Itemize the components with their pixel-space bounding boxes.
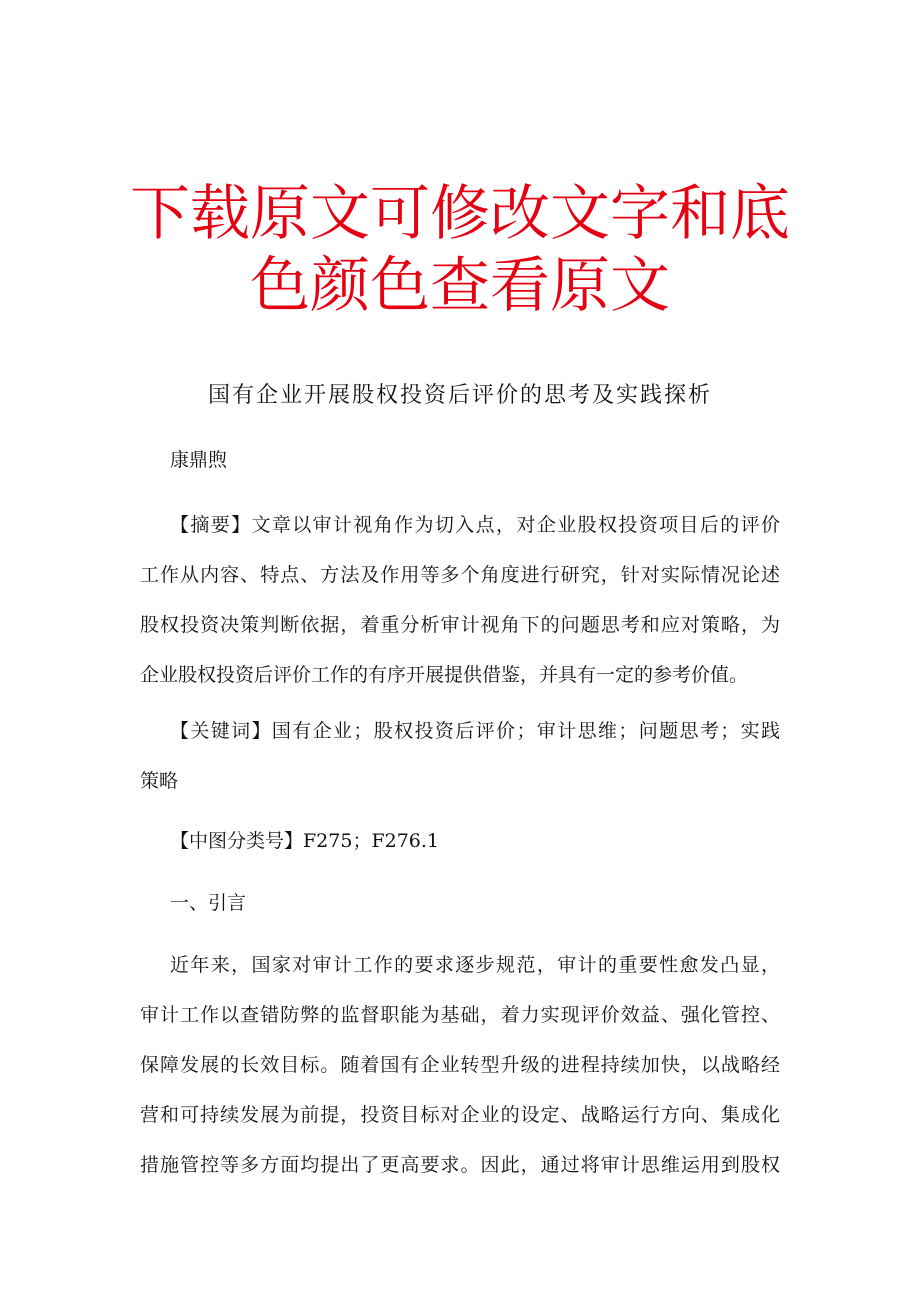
intro-paragraph: [140, 950, 780, 1200]
classification-line: 【中图分类号】F275；F276.1: [170, 830, 440, 852]
classification-number: [140, 826, 780, 876]
abstract-line: 工作从内容、特点、方法及作用等多个角度进行研究，针对实际情况论述: [140, 564, 780, 586]
download-banner-line-1: 下载原文可修改文字和底: [130, 179, 790, 249]
download-banner-line-2: 色颜色查看原文: [250, 251, 670, 321]
paper-author: 康鼎煦: [170, 449, 228, 471]
intro-line: 近年来，国家对审计工作的要求逐步规范，审计的重要性愈发凸显，: [170, 954, 780, 976]
intro-line: 审计工作以查错防弊的监督职能为基础，着力实现评价效益、强化管控、: [140, 1004, 780, 1026]
section-heading: [140, 888, 780, 938]
keywords-line: 策略: [140, 770, 179, 792]
abstract-line: 企业股权投资后评价工作的有序开展提供借鉴，并具有一定的参考价值。: [140, 664, 749, 686]
intro-line: 营和可持续发展为前提，投资目标对企业的设定、战略运行方向、集成化: [140, 1104, 780, 1126]
intro-line: 保障发展的长效目标。随着国有企业转型升级的进程持续加快，以战略经: [140, 1054, 780, 1076]
keywords-line: 【关键词】国有企业；股权投资后评价；审计思维；问题思考；实践: [170, 720, 780, 742]
paper-title: 国有企业开展股权投资后评价的思考及实践探析: [207, 383, 712, 408]
intro-line: 措施管控等多方面均提出了更高要求。因此，通过将审计思维运用到股权: [140, 1154, 780, 1176]
abstract-paragraph: [140, 510, 780, 710]
keywords-paragraph: [140, 716, 780, 816]
section-heading-text: 一、引言: [170, 892, 247, 914]
abstract-line: 股权投资决策判断依据，着重分析审计视角下的问题思考和应对策略，为: [140, 614, 780, 636]
abstract-line: 【摘要】文章以审计视角作为切入点，对企业股权投资项目后的评价: [170, 514, 780, 536]
